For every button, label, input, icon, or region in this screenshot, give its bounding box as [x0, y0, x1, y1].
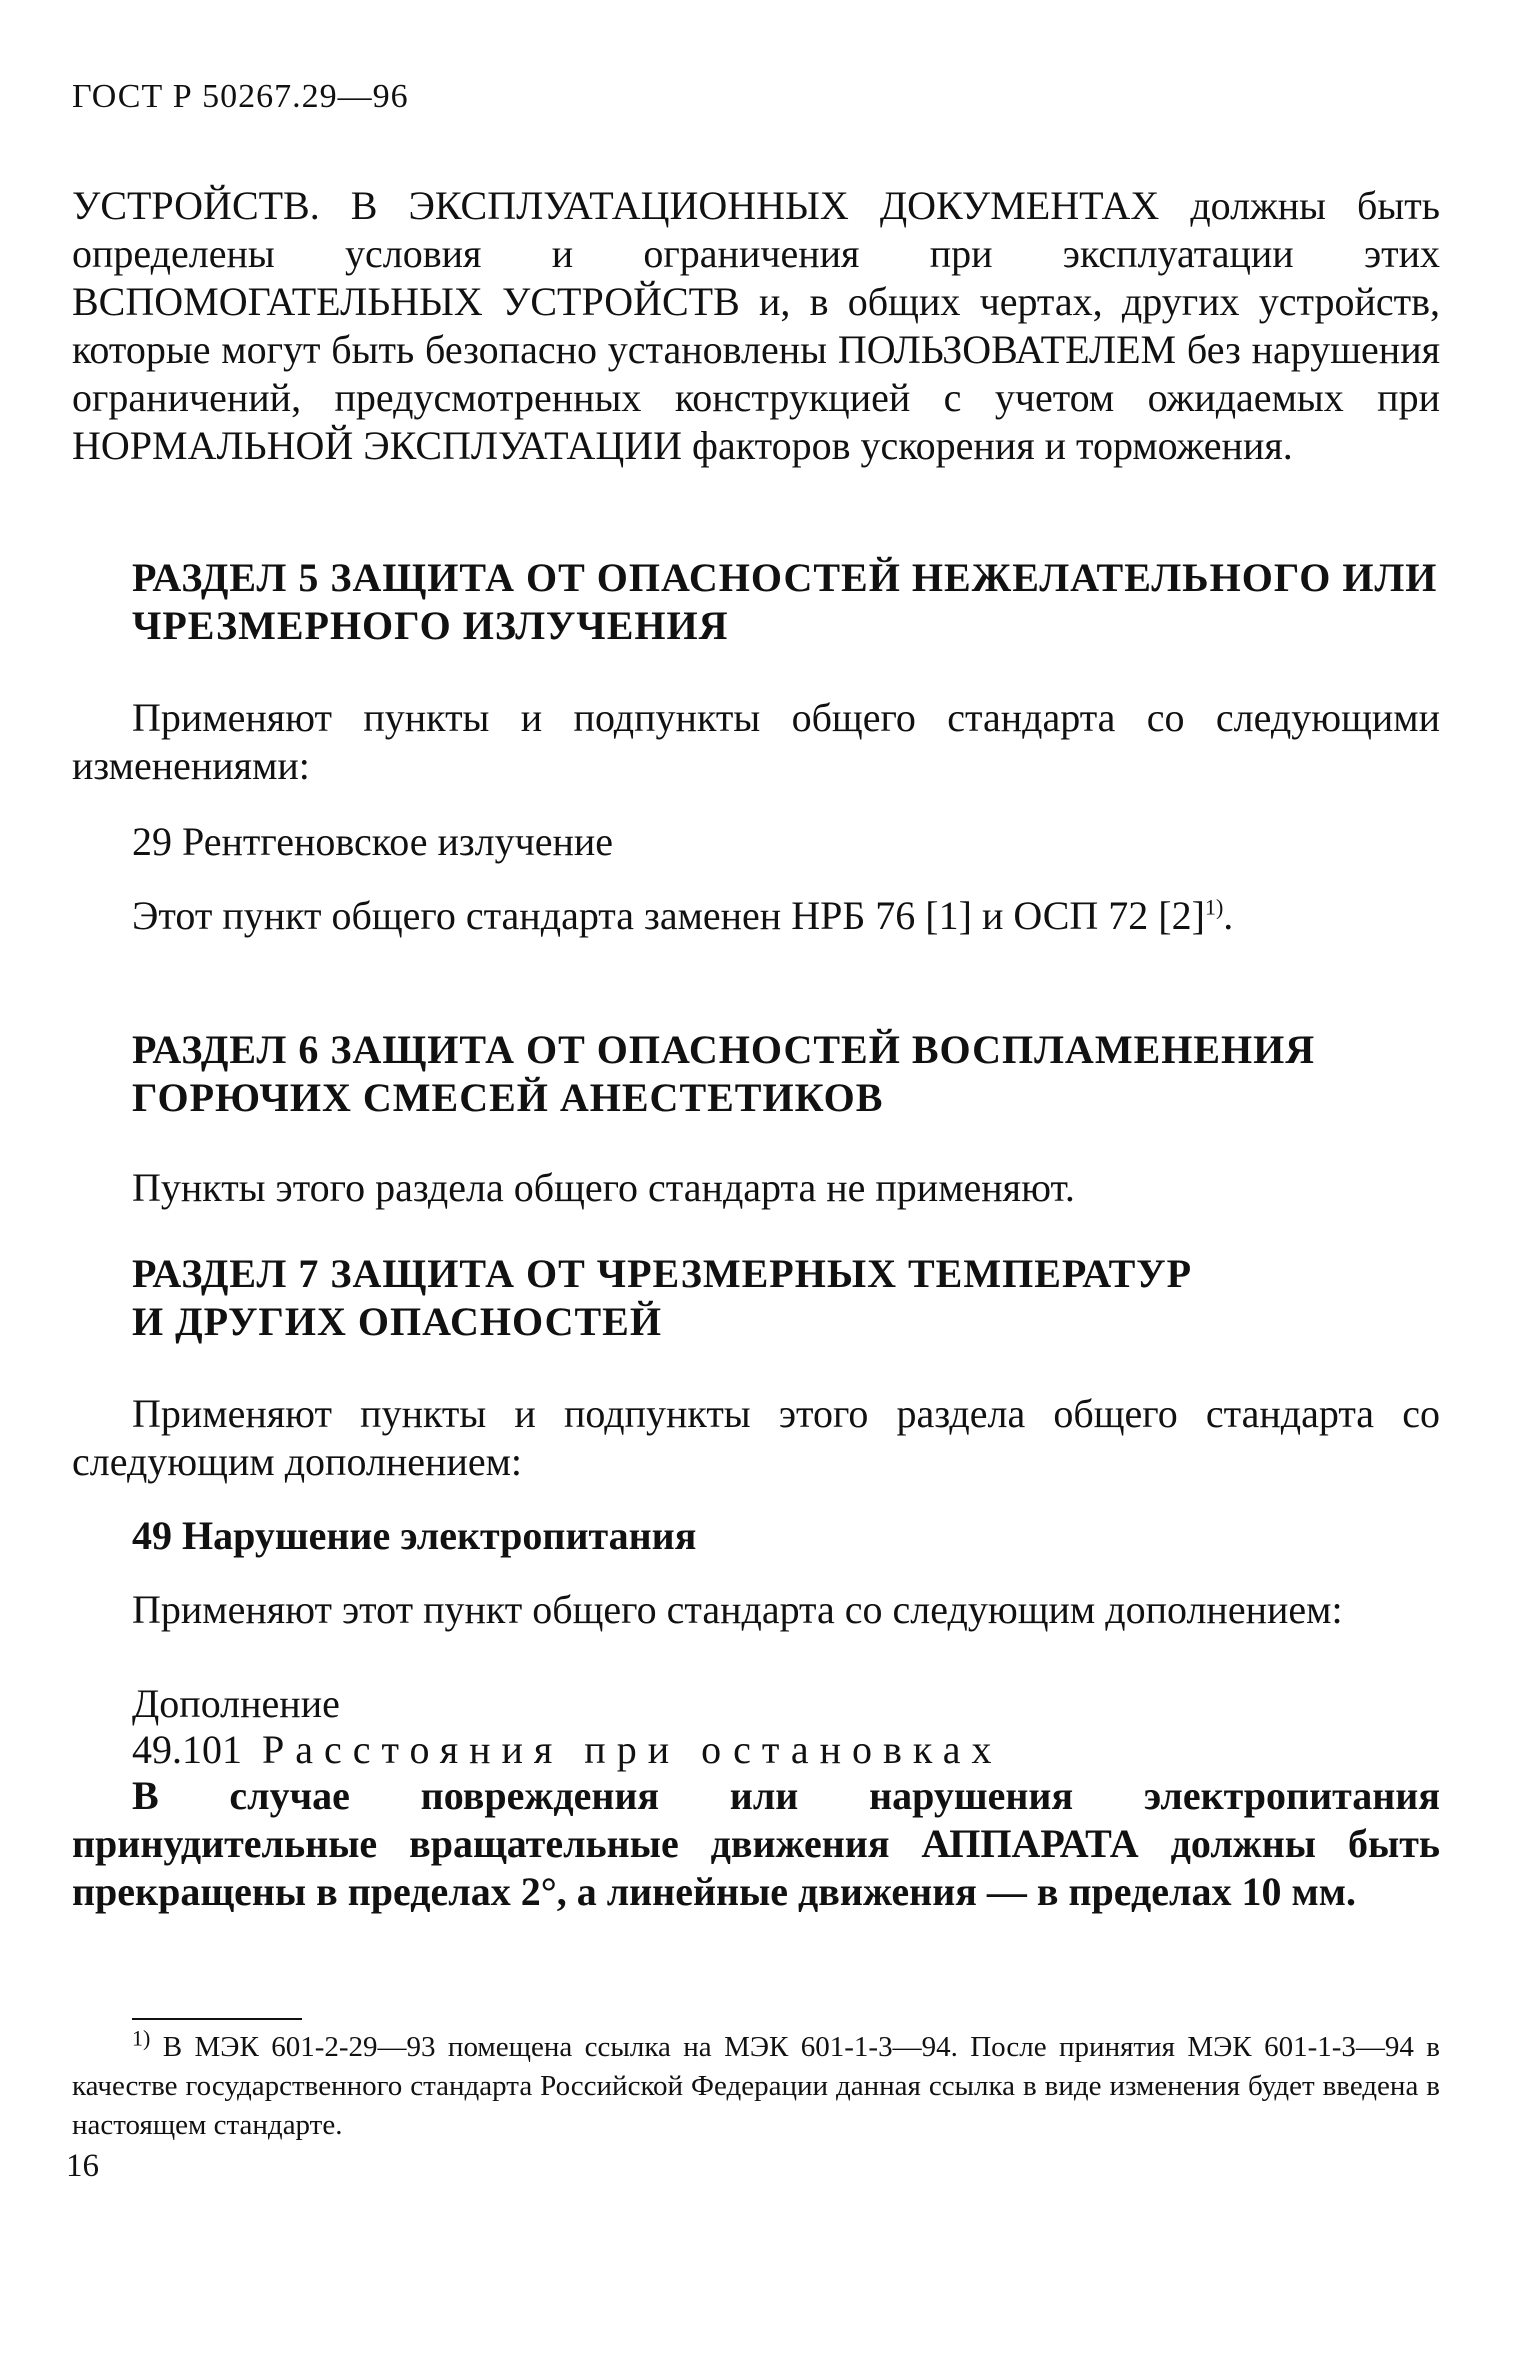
section-7-intro: Применяют пункты и подпункты этого раздела общего стандарта со следующим дополнением:	[72, 1391, 1440, 1484]
clause-49-title: 49 Нарушение электропитания	[132, 1513, 697, 1558]
clause-29-period: .	[1223, 893, 1234, 938]
page-number: 16	[66, 2148, 99, 2184]
clause-29-body: Этот пункт общего стандарта заменен НРБ 76 [1] и ОСП 72 [2]	[132, 893, 1205, 938]
section-6-heading: РАЗДЕЛ 6 ЗАЩИТА ОТ ОПАСНОСТЕЙ ВОСПЛАМЕНЕНИЯ ГОРЮЧИХ СМЕСЕЙ АНЕСТЕТИКОВ	[132, 1027, 1316, 1120]
subclause-number: 49.101	[132, 1727, 242, 1772]
section-6-text: Пункты этого раздела общего стандарта не применяют.	[132, 1165, 1075, 1210]
footnote-text: В МЭК 601-2-29—93 помещена ссылка на МЭК 601-1-3—94. После принятия МЭК 601-1-3—94 в качестве государственного стандарта Российской Федерации данная ссылка в виде изменения будет введена в настоящем стандарте.	[72, 2031, 1440, 2141]
section-7-heading-line-1: РАЗДЕЛ 7 ЗАЩИТА ОТ ЧРЕЗМЕРНЫХ ТЕМПЕРАТУР	[132, 1251, 1193, 1296]
continuation-paragraph: УСТРОЙСТВ. В ЭКСПЛУАТАЦИОННЫХ ДОКУМЕНТАХ должны быть определены условия и ограничения при эксплуатации этих ВСПОМОГАТЕЛЬНЫХ УСТРОЙСТВ и, в общих чертах, других устройств, которые могут быть безопасно установлены ПОЛЬЗОВАТЕЛЕМ без нарушения ограничений, предусмотренных конструкцией с учетом ожидаемых при НОРМАЛЬНОЙ ЭКСПЛУАТАЦИИ факторов ускорения и торможения.	[72, 183, 1440, 468]
section-7-heading	[132, 1250, 1462, 1346]
footnote-reference: 1)	[1204, 894, 1224, 920]
subclause-49-101-text: В случае повреждения или нарушения электропитания принудительные вращательные движения АППАРАТА должны быть прекращены в пределах 2°, а линейные движения — в пределах 10 мм.	[72, 1773, 1440, 1914]
document-header: ГОСТ Р 50267.29—96	[72, 78, 409, 115]
clause-29-title: 29 Рентгеновское излучение	[132, 819, 614, 864]
addition-label: Дополнение	[132, 1681, 340, 1726]
section-5-intro: Применяют пункты и подпункты общего стандарта со следующими изменениями:	[72, 695, 1440, 788]
footnote	[72, 2025, 1440, 2145]
section-7-heading-line-2: И ДРУГИХ ОПАСНОСТЕЙ	[132, 1299, 662, 1344]
subclause-title: Расстояния при остановках	[262, 1727, 1003, 1772]
footnote-divider	[132, 2018, 302, 2020]
clause-49-text: Применяют этот пункт общего стандарта со следующим дополнением:	[132, 1587, 1343, 1632]
subclause-49-101	[132, 1726, 1002, 1774]
footnote-mark: 1)	[132, 2025, 151, 2051]
clause-29-text	[72, 892, 1440, 940]
section-5-heading: РАЗДЕЛ 5 ЗАЩИТА ОТ ОПАСНОСТЕЙ НЕЖЕЛАТЕЛЬНОГО ИЛИ ЧРЕЗМЕРНОГО ИЗЛУЧЕНИЯ	[132, 555, 1438, 648]
